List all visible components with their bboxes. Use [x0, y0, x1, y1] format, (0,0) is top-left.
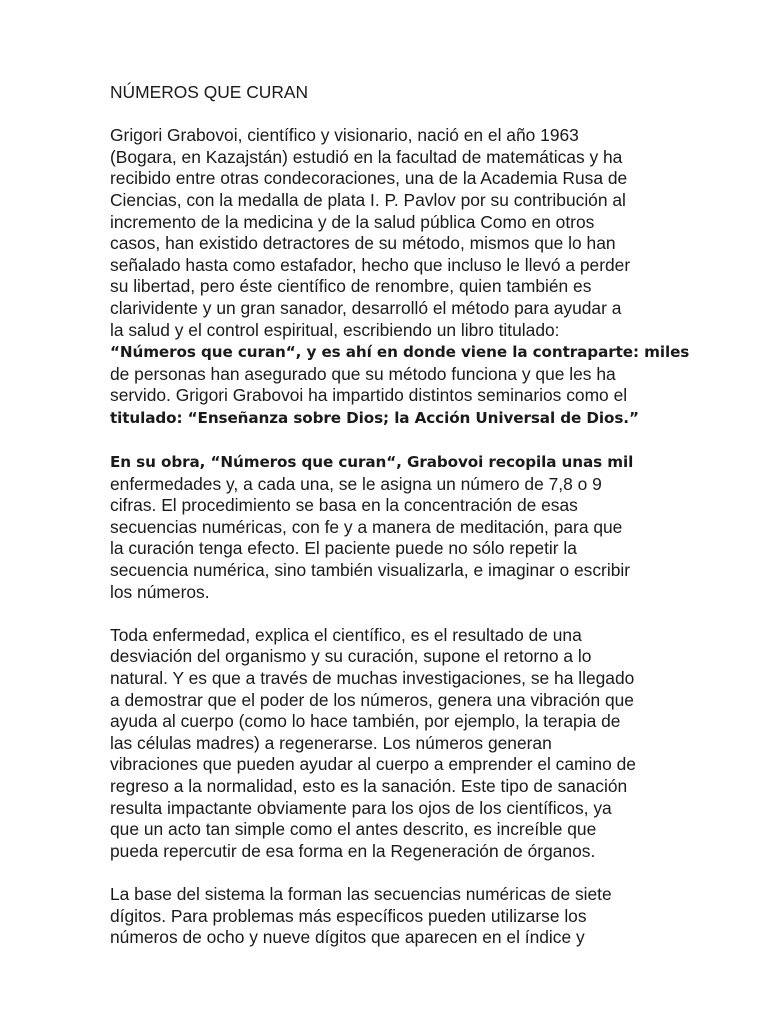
text-line: [110, 733, 670, 755]
text-run: su libertad, pero éste científico de renombre, quien también es: [110, 276, 592, 297]
text-line: [110, 690, 670, 712]
text-line: [110, 255, 670, 277]
text-line: [110, 646, 670, 668]
text-run: señalado hasta como estafador, hecho que incluso le llevó a perder: [110, 254, 631, 275]
text-run: dígitos. Para problemas más específicos pueden utilizarse los: [110, 905, 587, 926]
text-line: [110, 364, 670, 386]
text-run: enfermedades y, a cada una, se le asigna un número de 7,8 o 9: [110, 473, 602, 494]
text-line: [110, 168, 670, 190]
text-line: [110, 582, 670, 604]
text-line: [110, 407, 670, 430]
text-run: natural. Y es que a través de muchas investigaciones, se ha llegado: [110, 668, 635, 689]
text-run: de personas han asegurado que su método funciona y que les ha: [110, 363, 616, 384]
text-line: [110, 495, 670, 517]
text-line: [110, 474, 670, 496]
text-run: cifras. El procedimiento se basa en la concentración de esas: [110, 495, 578, 516]
text-run: recibido entre otras condecoraciones, una de la Academia Rusa de: [110, 168, 628, 189]
text-run: secuencia numérica, sino también visualizarla, e imaginar o escribir: [110, 560, 631, 581]
text-run: clarividente y un gran sanador, desarrolló el método para ayudar a: [110, 297, 622, 318]
paragraph: [110, 884, 670, 949]
text-line: [110, 517, 670, 539]
text-line: [110, 560, 670, 582]
text-run: vibraciones que pueden ayudar al cuerpo a emprender el camino de: [110, 754, 636, 775]
text-line: [110, 819, 670, 841]
text-run: los números.: [110, 581, 210, 602]
text-line: [110, 776, 670, 798]
text-line: [110, 625, 670, 647]
text-run: Toda enfermedad, explica el científico, es el resultado de una: [110, 624, 582, 645]
text-run: pueda repercutir de esa forma en la Regeneración de órganos.: [110, 840, 596, 861]
text-run: a demostrar que el poder de los números, genera una vibración que: [110, 689, 634, 710]
paragraph-spacer: [110, 603, 670, 625]
text-run: servido. Grigori Grabovoi ha impartido distintos seminarios como el: [110, 385, 628, 406]
document-title: NÚMEROS QUE CURAN: [110, 82, 309, 102]
text-run: (Bogara, en Kazajstán) estudió en la facultad de matemáticas y ha: [110, 146, 623, 167]
text-run: incremento de la medicina y de la salud pública Como en otros: [110, 211, 595, 232]
text-line: [110, 798, 670, 820]
text-run: desviación del organismo y su curación, supone el retorno a lo: [110, 646, 592, 667]
text-run: casos, han existido detractores de su método, mismos que lo han: [110, 233, 616, 254]
text-line: [110, 385, 670, 407]
text-run: La base del sistema la forman las secuencias numéricas de siete: [110, 883, 612, 904]
bold-text-run: titulado: “Enseñanza sobre Dios; la Acción Universal de Dios.”: [110, 408, 639, 427]
bold-text-run: En su obra, “Números que curan“, Grabovoi recopila unas mil: [110, 453, 634, 472]
text-run: Grigori Grabovoi, científico y visionario, nació en el año 1963: [110, 125, 579, 146]
text-line: [110, 190, 670, 212]
text-line: [110, 276, 670, 298]
text-line: [110, 711, 670, 733]
text-run: Ciencias, con la medalla de plata I. P. Pavlov por su contribución al: [110, 189, 626, 210]
text-run: que un acto tan simple como el antes descrito, es increíble que: [110, 819, 597, 840]
bold-text-run: “Números que curan“, y es ahí en donde viene la contraparte: miles: [110, 343, 690, 362]
text-run: números de ocho y nueve dígitos que aparecen en el índice y: [110, 927, 585, 948]
text-line: [110, 298, 670, 320]
text-line: [110, 451, 670, 474]
text-run: ayuda al cuerpo (como lo hace también, por ejemplo, la terapia de: [110, 711, 621, 732]
text-line: [110, 125, 670, 147]
text-run: la curación tenga efecto. El paciente puede no sólo repetir la: [110, 538, 577, 559]
paragraph-list: [110, 125, 690, 949]
text-line: [110, 906, 670, 928]
paragraph-spacer: [110, 862, 670, 884]
paragraph: [110, 451, 670, 603]
document-body: [110, 82, 690, 949]
text-line: [110, 233, 670, 255]
text-line: [110, 884, 670, 906]
text-line: [110, 320, 670, 342]
text-line: [110, 538, 670, 560]
text-line: [110, 927, 670, 949]
text-run: regreso a la normalidad, esto es la sanación. Este tipo de sanación: [110, 776, 628, 796]
text-run: secuencias numéricas, con fe y a manera de meditación, para que: [110, 516, 623, 537]
paragraph: [110, 625, 670, 863]
text-line: [110, 212, 670, 234]
text-line: [110, 841, 670, 863]
text-run: la salud y el control espiritual, escribiendo un libro titulado:: [110, 319, 560, 340]
paragraph-spacer: [110, 430, 670, 452]
paragraph: [110, 125, 690, 429]
text-line: [110, 754, 670, 776]
text-line: [110, 147, 670, 169]
text-run: las células madres) a regenerarse. Los números generan: [110, 732, 552, 753]
text-line: [110, 668, 670, 690]
text-line: [110, 341, 690, 364]
title-spacer: [110, 104, 670, 126]
text-run: resulta impactante obviamente para los ojos de los científicos, ya: [110, 797, 612, 818]
